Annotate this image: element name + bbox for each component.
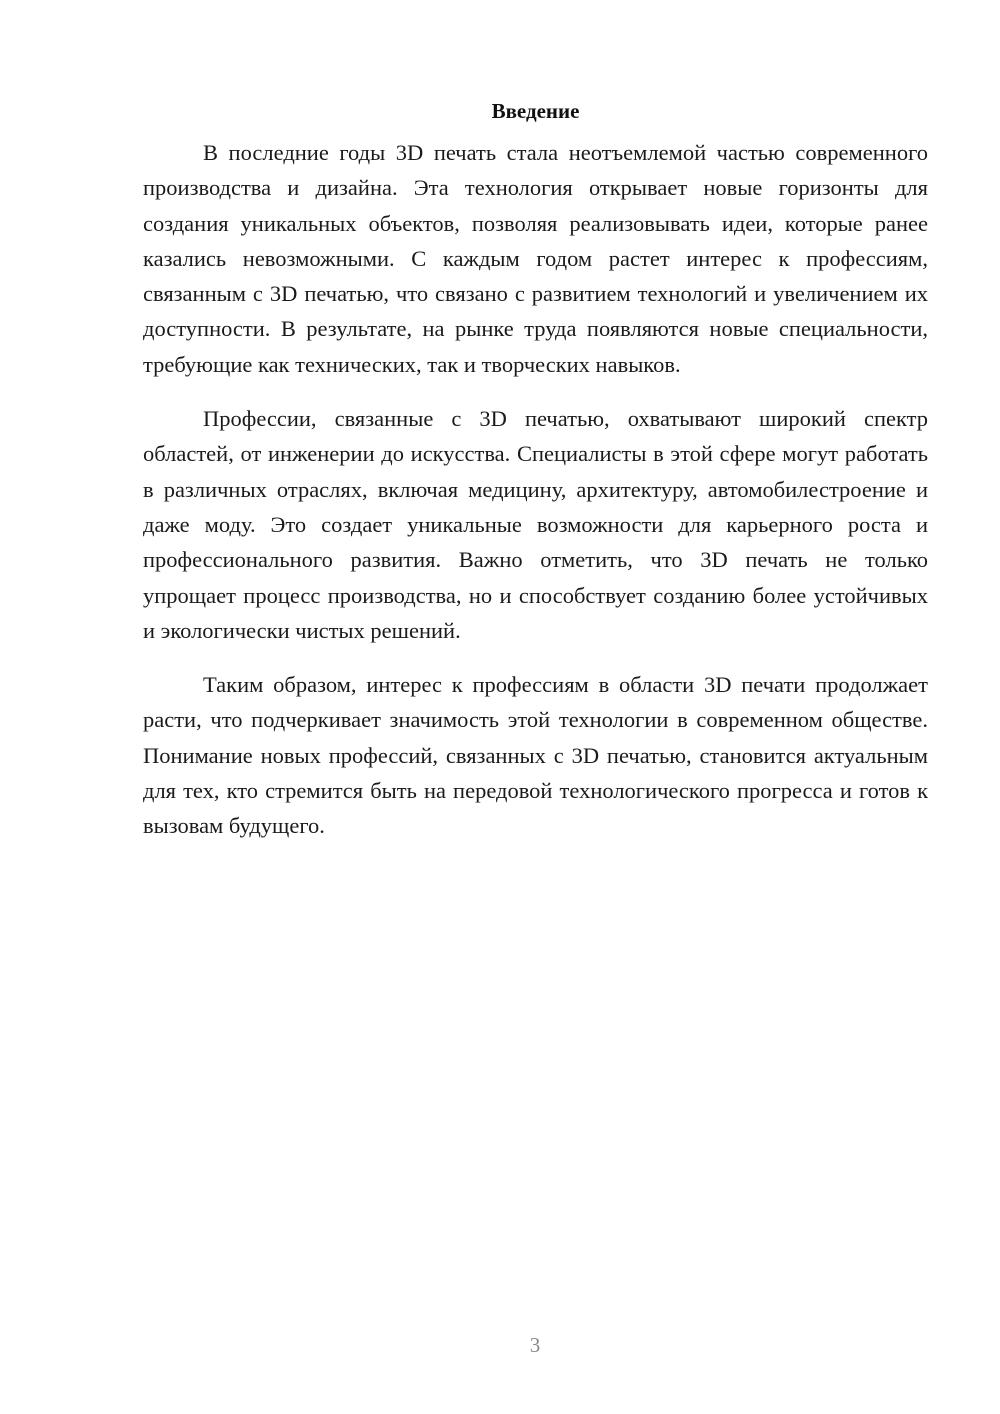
paragraph-2: Профессии, связанные с 3D печатью, охватывают широкий спектр областей, от инженерии до искусства. Специалисты в этой сфере могут работать в различных отраслях, включая медицину, архитектуру, автомобилестроение и даже моду. Это создает уникальные возможности для карьерного роста и профессионального развития. Важно отметить, что 3D печать не только упрощает процесс производства, но и способствует созданию более устойчивых и экологически чистых решений.: [143, 406, 928, 643]
page-number: 3: [529, 1333, 541, 1357]
paragraph-3: Таким образом, интерес к профессиям в области 3D печати продолжает расти, что подчеркивает значимость этой технологии в современном обществе. Понимание новых профессий, связанных с 3D печатью, становится актуальным для тех, кто стремится быть на передовой технологического прогресса и готов к вызовам будущего.: [143, 672, 928, 839]
section-heading: Введение: [491, 99, 580, 123]
document-body: [143, 94, 928, 863]
paragraph-1: В последние годы 3D печать стала неотъемлемой частью современного производства и дизайна. Эта технология открывает новые горизонты для создания уникальных объектов, позволяя реализовывать идеи, которые ранее казались невозможными. С каждым годом растет интерес к профессиям, связанным с 3D печатью, что связано с развитием технологий и увеличением их доступности. В результате, на рынке труда появляются новые специальности, требующие как технических, так и творческих навыков.: [143, 140, 928, 377]
